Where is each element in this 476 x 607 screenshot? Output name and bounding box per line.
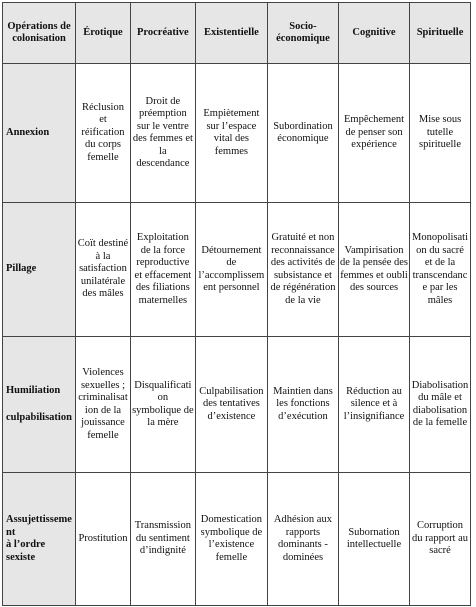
table-cell: Subordination économique [267, 64, 338, 203]
column-header-erotique: Érotique [76, 3, 131, 64]
row-label-line: Assujettissement [6, 514, 72, 538]
column-header-procreative: Procréative [130, 3, 195, 64]
corner-line-1: Opérations de [7, 20, 71, 32]
row-label-line: culpabilisation [6, 411, 72, 423]
table-row [3, 337, 471, 473]
table-cell: Vampirisation de la pensée des femmes et oubli des sources [338, 203, 409, 337]
table-cell: Coït destiné à la satisfaction unilatérale des mâles [76, 203, 131, 337]
table-cell: Disqualification symbolique de la mère [130, 337, 195, 473]
row-label-line: Annexion [6, 126, 50, 138]
table-cell: Mise sous tutelle spirituelle [410, 64, 471, 203]
row-label-line: à l’ordre [6, 539, 46, 550]
table-cell: Domestication symbolique de l’existence femelle [195, 473, 267, 606]
table-cell: Adhésion aux rapports dominants - dominées [267, 473, 338, 606]
table-row [3, 203, 471, 337]
row-label-line: Humiliation [6, 385, 61, 396]
row-label-line: Pillage [6, 263, 37, 275]
table-cell: Maintien dans les fonctions d’exécution [267, 337, 338, 473]
row-label-assujettissement [3, 473, 76, 606]
table-cell: Violences sexuelles ; criminalisation de la jouissance femelle [76, 337, 131, 473]
table-cell: Empêchement de penser son expérience [338, 64, 409, 203]
table-cell: Droit de préemption sur le ventre des femmes et la descendance [130, 64, 195, 203]
table-cell: Réclusion et réification du corps femelle [76, 64, 131, 203]
corner-line-2: colonisation [12, 33, 66, 44]
table-row [3, 473, 471, 606]
row-label-humiliation [3, 337, 76, 473]
row-label-line: sexiste [6, 551, 36, 563]
table-cell: Réduction au silence et à l’insignifiance [338, 337, 409, 473]
colonisation-table [2, 2, 471, 606]
table-cell: Transmission du sentiment d’indignité [130, 473, 195, 606]
row-label-pillage [3, 203, 76, 337]
column-header-cognitive: Cognitive [338, 3, 409, 64]
table-cell: Monopolisation du sacré et de la transcendance par les mâles [410, 203, 471, 337]
corner-header [3, 3, 76, 64]
table-cell: Détournement de l’accomplissement personnel [195, 203, 267, 337]
table-cell: Subornation intellectuelle [338, 473, 409, 606]
column-header-socio-economique: Socio-économique [267, 3, 338, 64]
table-row [3, 64, 471, 203]
table-cell: Corruption du rapport au sacré [410, 473, 471, 606]
table-cell: Prostitution [76, 473, 131, 606]
column-header-spirituelle: Spirituelle [410, 3, 471, 64]
table-cell: Gratuité et non reconnaissance des activités de subsistance et de régénération de la vie [267, 203, 338, 337]
table-cell: Exploitation de la force reproductive et effacement des filiations maternelles [130, 203, 195, 337]
row-label-annexion [3, 64, 76, 203]
table-cell: Diabolisation du mâle et diabolisation de la femelle [410, 337, 471, 473]
table-cell: Culpabilisation des tentatives d’existence [195, 337, 267, 473]
table-cell: Empiètement sur l’espace vital des femmes [195, 64, 267, 203]
column-header-existentielle: Existentielle [195, 3, 267, 64]
header-row [3, 3, 471, 64]
